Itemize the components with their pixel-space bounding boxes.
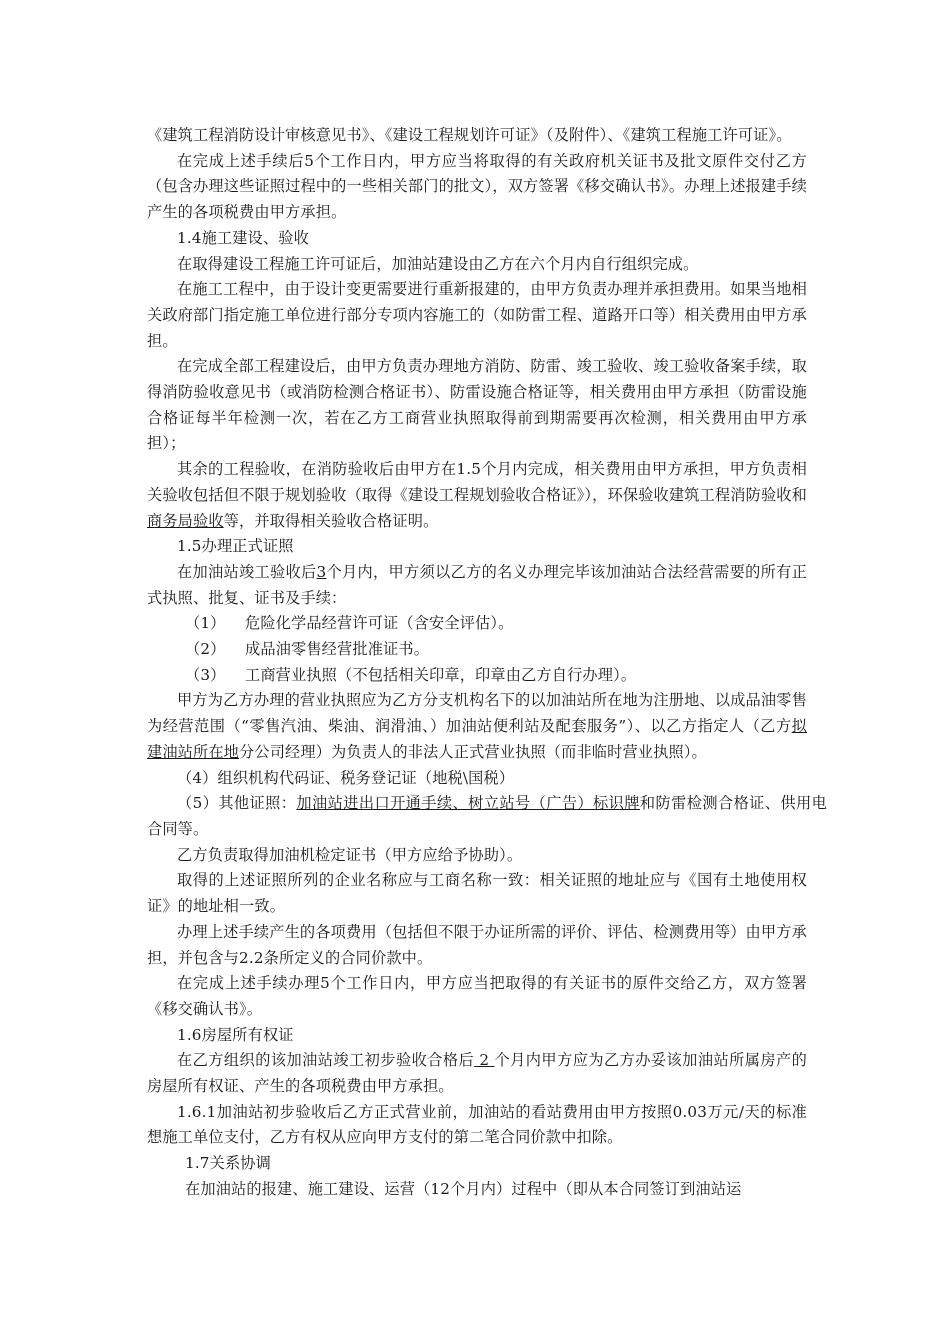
paragraph	[147, 457, 807, 534]
underlined-text: 3	[316, 562, 327, 581]
text-run: 在取得建设工程施工许可证后，加油站建设由乙方在六个月内自行组织完成。	[177, 254, 699, 273]
text-run: 个月内，甲方须以乙方的名义办理完毕该加油站合法经营需要的所有正式执照、批复、证书及手续：	[147, 562, 807, 607]
paragraph	[147, 149, 807, 226]
text-run: 在加油站竣工验收后	[177, 562, 317, 581]
text-run: 在加油站的报建、施工建设、运营（12个月内）过程中（即从本合同签订到油站运	[185, 1179, 742, 1198]
text-run: 在完成上述手续办理5个工作日内，甲方应当把取得的有关证书的原件交给乙方，双方签署《移交确认书》。	[147, 974, 807, 1018]
list-item	[147, 791, 827, 842]
underlined-text: 2	[474, 1051, 495, 1070]
paragraph	[147, 123, 807, 149]
text-run: 等，并取得相关验收合格证明。	[223, 511, 439, 530]
underlined-text: 商务局验收	[147, 511, 224, 530]
heading-text: 1.7关系协调	[185, 1154, 271, 1173]
underlined-text: 拟建油站所在地	[147, 717, 807, 761]
section-heading	[147, 534, 807, 560]
paragraph	[147, 1100, 807, 1151]
paragraph	[147, 688, 807, 765]
list-text: 成品油零售经营批准证书。	[245, 640, 430, 659]
text-run: （4）组织机构代码证、税务登记证（地税\国税）	[177, 768, 515, 787]
text-run: （5）其他证照：	[177, 794, 297, 813]
list-item	[147, 766, 807, 792]
text-run: 分公司经理）为负责人的非法人正式营业执照（而非临时营业执照）。	[239, 742, 707, 761]
list-number: （2）	[185, 640, 226, 659]
paragraph	[147, 1177, 807, 1203]
text-run: 其余的工程验收，在消防验收后由甲方在1.5个月内完成，相关费用由甲方承担，甲方负责相关验收包括但不限于规划验收（取得《建设工程规划验收合格证》），环保验收建筑工程消防验收和	[147, 460, 807, 504]
paragraph	[147, 920, 807, 971]
text-run: 办理上述手续产生的各项费用（包括但不限于办证所需的评价、评估、检测费用等）由甲方承担，并包含与2.2条所定义的合同价款中。	[147, 922, 807, 967]
text-run: 在施工工程中，由于设计变更需要进行重新报建的，由甲方负责办理并承担费用。如果当地相关政府部门指定施工单位进行部分专项内容施工的（如防雷工程、道路开口等）相关费用由甲方承担。	[147, 280, 807, 350]
list-number: （1）	[185, 614, 226, 633]
text-run: 在完成全部工程建设后，由甲方负责办理地方消防、防雷、竣工验收、竣工验收备案手续，取得消防验收意见书（或消防检测合格证书）、防雷设施合格证等，相关费用由甲方承担（防雷设施合格证每半年检测一次，若在乙方工商营业执照取得前到期需要再次检测，相关费用由甲方承担）；	[147, 357, 807, 453]
paragraph	[147, 560, 807, 611]
paragraph	[147, 868, 807, 919]
text-run: 在乙方组织的该加油站竣工初步验收合格后	[177, 1051, 475, 1070]
heading-text: 1.6房屋所有权证	[177, 1025, 294, 1044]
heading-text: 1.5办理正式证照	[177, 537, 294, 556]
section-heading	[147, 226, 807, 252]
paragraph	[147, 843, 807, 869]
text-run: 和防雷检测合格证、供用电合同等。	[147, 794, 827, 838]
heading-text: 1.4施工建设、验收	[177, 228, 309, 247]
section-heading	[147, 1151, 807, 1177]
paragraph	[147, 354, 807, 457]
list-item	[147, 663, 807, 689]
text-run: 在完成上述手续后5个工作日内，甲方应当将取得的有关政府机关证书及批文原件交付乙方（包含办理这些证照过程中的一些相关部门的批文），双方签署《移交确认书》。办理上述报建手续产生的各项税费由甲方承担。	[147, 151, 807, 222]
list-text: 危险化学品经营许可证（含安全评估）。	[245, 614, 514, 633]
text-run: 个月内甲方应为乙方办妥该加油站所属房产的房屋所有权证、产生的各项税费由甲方承担。	[147, 1051, 807, 1096]
underlined-text: 加油站进出口开通手续、树立站号（广告）标识牌	[296, 794, 640, 813]
list-number: （3）	[185, 665, 226, 684]
list-item	[147, 637, 807, 663]
text-run: 1.6.1加油站初步验收后乙方正式营业前，加油站的看站费用由甲方按照0.03万元/天的标准想施工单位支付，乙方有权从应向甲方支付的第二笔合同价款中扣除。	[147, 1102, 807, 1147]
paragraph	[147, 252, 807, 278]
paragraph	[147, 1048, 807, 1099]
paragraph	[147, 971, 807, 1022]
document-body	[147, 123, 827, 1203]
text-run: 取得的上述证照所列的企业名称应与工商名称一致：相关证照的地址应与《国有土地使用权证》的地址相一致。	[147, 871, 807, 916]
text-run: 《建筑工程消防设计审核意见书》、《建设工程规划许可证》（及附件）、《建筑工程施工许可证》。	[147, 126, 792, 144]
section-heading	[147, 1023, 807, 1049]
list-item	[147, 611, 807, 637]
list-text: 工商营业执照（不包括相关印章，印章由乙方自行办理）。	[245, 665, 637, 684]
text-run: 乙方负责取得加油机检定证书（甲方应给予协助）。	[177, 845, 523, 864]
paragraph	[147, 277, 807, 354]
text-run: 甲方为乙方办理的营业执照应为乙方分支机构名下的以加油站所在地为注册地、以成品油零售为经营范围（“零售汽油、柴油、润滑油、）加油站便利站及配套服务”）、以乙方指定人（乙方	[147, 691, 807, 736]
